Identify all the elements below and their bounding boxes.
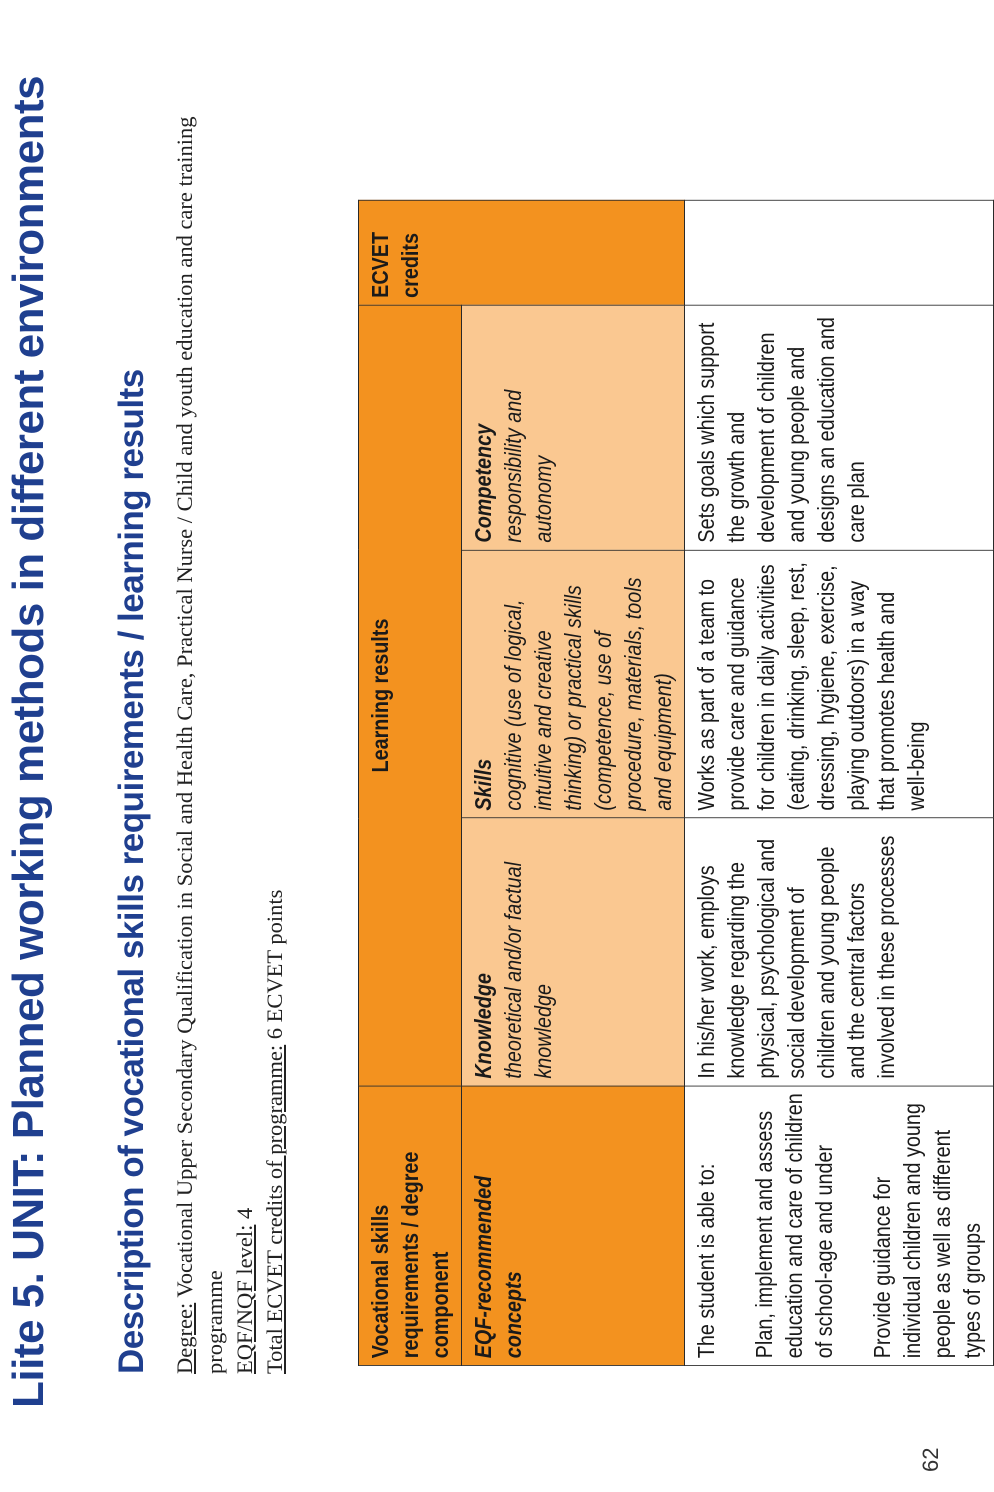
eqf-concepts-cell — [462, 1086, 685, 1366]
page-number: 62 — [918, 1447, 943, 1472]
competency-header-cell — [462, 305, 685, 550]
header-ecvet-credits: ECVET credits — [359, 200, 685, 305]
unit-title: Liite 5. UNIT: Planned working methods in different environments — [4, 75, 53, 1408]
total-credits-line — [260, 14, 290, 1374]
knowledge-desc: theoretical and/or factual knowledge — [500, 861, 556, 1079]
degree-label: Degree: — [172, 1302, 197, 1374]
skills-title: Skills — [470, 758, 496, 811]
requirement-item: Plan, implement and assess education and care of children of school-age and under — [751, 1093, 837, 1359]
ecvet-credits-cell — [685, 200, 994, 305]
eqf-value: 4 — [232, 1207, 257, 1225]
eqf-concepts-label: EQF-recommended concepts — [470, 1175, 526, 1359]
degree-line — [170, 14, 230, 1374]
competency-title: Competency — [470, 423, 496, 543]
skills-header-cell — [462, 550, 685, 818]
total-credits-value: 6 ECVET points — [262, 889, 287, 1045]
skills-desc: cognitive (use of logical, intuitive and creative thinking) or practical skills (competence, use of procedure, materials, tools and equipment) — [500, 577, 676, 811]
competency-desc: responsibility and autonomy — [500, 389, 556, 543]
header-learning-results: Learning results — [359, 305, 462, 1086]
knowledge-cell: In his/her work, employs knowledge regarding the physical, psychological and social development of children and young people and the central factors involved in these processes — [685, 818, 994, 1086]
knowledge-header-cell — [462, 818, 685, 1086]
requirements-cell — [685, 1086, 994, 1366]
section-title: Description of vocational skills requirements / learning results — [112, 369, 151, 1374]
knowledge-title: Knowledge — [470, 973, 496, 1079]
programme-info — [170, 14, 290, 1374]
competency-cell: Sets goals which support the growth and development of children and young people and designs an education and care plan — [685, 305, 994, 550]
eqf-line — [230, 14, 260, 1374]
skills-table — [358, 200, 994, 1366]
skills-cell: Works as part of a team to provide care and guidance for children in daily activities (eating, drinking, sleep, rest, dressing, hygiene, exercise, playing outdoors) in a way that promotes health and well-being — [685, 550, 994, 818]
eqf-label: EQF/NQF level: — [232, 1224, 257, 1374]
requirement-item: Provide guidance for individual children and young people as well as different types of groups — [869, 1103, 985, 1359]
total-credits-label: Total ECVET credits of programme: — [262, 1044, 287, 1374]
requirement-intro: The student is able to: — [693, 1163, 719, 1359]
header-requirements: Vocational skills requirements / degree component — [359, 1086, 462, 1366]
degree-text: Vocational Upper Secondary Qualification in Social and Health Care, Practical Nurse / Child and youth education and care training programme — [172, 116, 227, 1374]
